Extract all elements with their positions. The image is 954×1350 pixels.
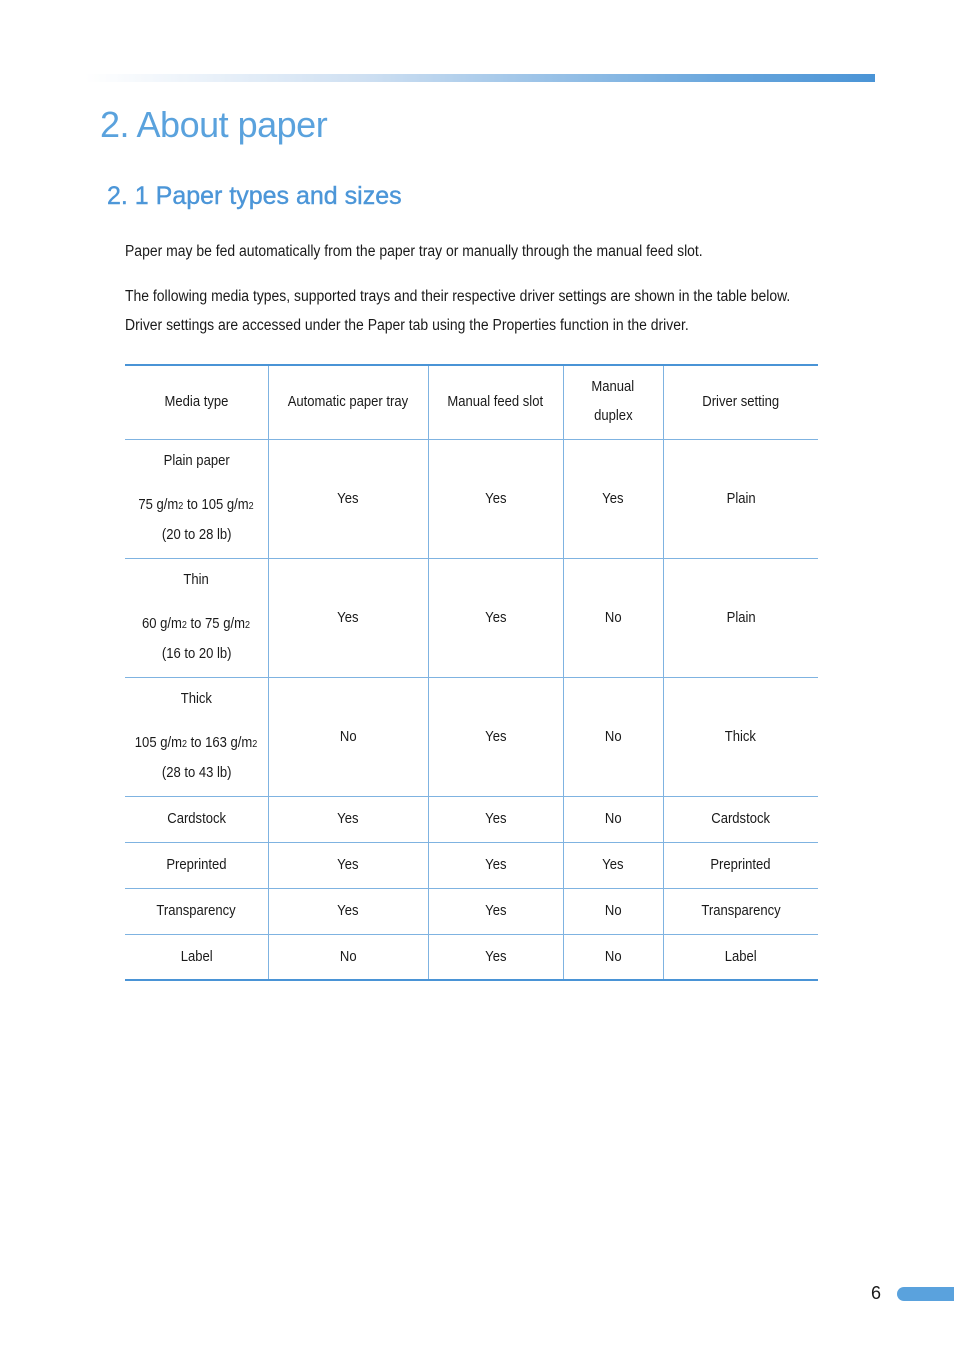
duplex-cell: No <box>563 558 663 677</box>
duplex-cell: No <box>563 796 663 842</box>
header-driver-setting: Driver setting <box>663 365 818 439</box>
driver-setting-cell: Plain <box>663 558 818 677</box>
header-media-type: Media type <box>164 394 229 411</box>
manual-feed-cell: Yes <box>428 796 563 842</box>
intro-paragraph <box>125 237 703 266</box>
manual-feed-cell: Yes <box>428 888 563 934</box>
header-auto-tray: Automatic paper tray <box>268 365 428 439</box>
driver-setting-cell: Cardstock <box>663 796 818 842</box>
table-row <box>125 842 818 888</box>
media-paragraph <box>125 282 790 340</box>
duplex-cell: No <box>563 888 663 934</box>
header-rule <box>85 74 875 82</box>
media-cell: Cardstock <box>125 796 268 842</box>
intro-text: Paper may be fed automatically from the paper tray or manually through the manual feed slot. <box>125 243 703 260</box>
manual-feed-cell: Yes <box>428 558 563 677</box>
media-cell: Thick 105 g/m2 to 163 g/m2 (28 to 43 lb) <box>125 677 268 796</box>
table-row <box>125 558 818 677</box>
driver-setting-cell: Plain <box>663 439 818 558</box>
duplex-cell: Yes <box>563 842 663 888</box>
page-tab-marker <box>897 1287 954 1301</box>
media-cell: Thin 60 g/m2 to 75 g/m2 (16 to 20 lb) <box>125 558 268 677</box>
manual-feed-cell: Yes <box>428 677 563 796</box>
driver-setting-cell: Preprinted <box>663 842 818 888</box>
table-row <box>125 796 818 842</box>
auto-tray-cell: Yes <box>268 439 428 558</box>
auto-tray-cell: Yes <box>268 888 428 934</box>
media-cell: Label <box>125 934 268 980</box>
media-cell: Preprinted <box>125 842 268 888</box>
media-text-line-2: Driver settings are accessed under the Paper tab using the Properties function in the driver. <box>125 317 689 334</box>
media-cell: Plain paper 75 g/m2 to 105 g/m2 (20 to 28 lb) <box>125 439 268 558</box>
table-row <box>125 934 818 980</box>
auto-tray-cell: Yes <box>268 558 428 677</box>
auto-tray-cell: Yes <box>268 796 428 842</box>
auto-tray-cell: No <box>268 934 428 980</box>
duplex-cell: Yes <box>563 439 663 558</box>
table-header-row <box>125 365 818 439</box>
table-row <box>125 888 818 934</box>
manual-feed-cell: Yes <box>428 842 563 888</box>
duplex-cell: No <box>563 934 663 980</box>
driver-setting-cell: Transparency <box>663 888 818 934</box>
chapter-title: 2. About paper <box>100 104 328 145</box>
section-title: 2. 1 Paper types and sizes <box>107 182 402 210</box>
auto-tray-cell: Yes <box>268 842 428 888</box>
driver-setting-cell: Thick <box>663 677 818 796</box>
header-manual-duplex: Manual duplex <box>563 365 663 439</box>
media-cell: Transparency <box>125 888 268 934</box>
media-text-line-1: The following media types, supported trays and their respective driver settings are shown in the table below. <box>125 288 791 305</box>
media-type-table <box>125 364 818 981</box>
duplex-cell: No <box>563 677 663 796</box>
header-manual-feed: Manual feed slot <box>428 365 563 439</box>
page-number: 6 <box>871 1283 882 1303</box>
manual-feed-cell: Yes <box>428 934 563 980</box>
driver-setting-cell: Label <box>663 934 818 980</box>
manual-feed-cell: Yes <box>428 439 563 558</box>
table-row <box>125 677 818 796</box>
auto-tray-cell: No <box>268 677 428 796</box>
table-row <box>125 439 818 558</box>
